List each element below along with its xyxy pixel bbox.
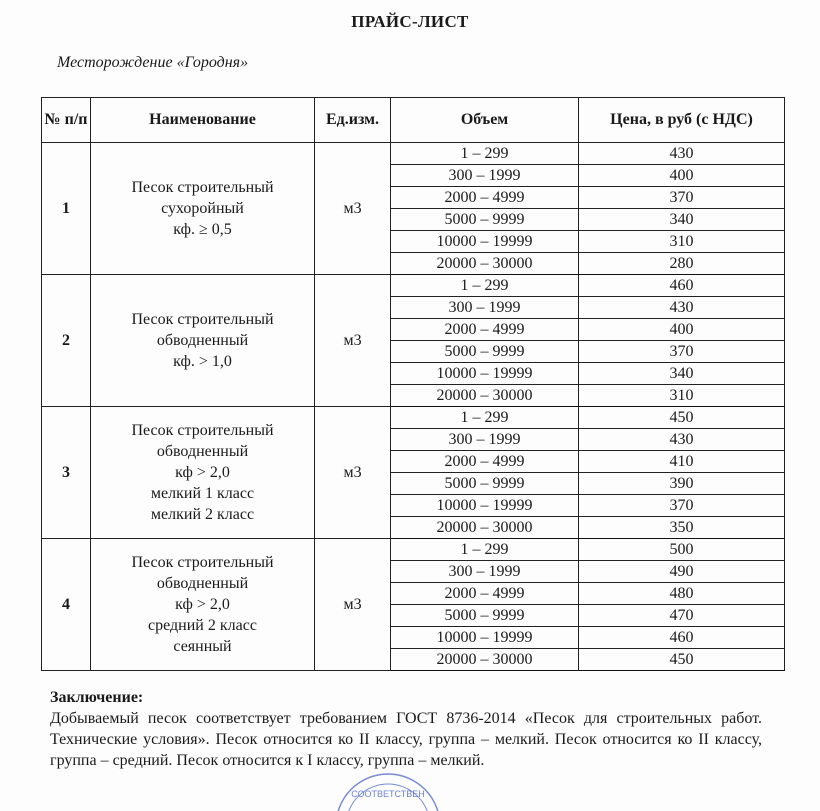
volume-cell: 10000 – 19999 — [391, 363, 579, 385]
price-cell: 470 — [579, 605, 785, 627]
header-name: Наименование — [91, 98, 315, 143]
price-table-body — [42, 143, 785, 671]
price-cell: 410 — [579, 451, 785, 473]
price-cell: 370 — [579, 187, 785, 209]
volume-cell: 2000 – 4999 — [391, 451, 579, 473]
row-number: 4 — [42, 539, 91, 671]
volume-cell: 2000 – 4999 — [391, 583, 579, 605]
row-number: 2 — [42, 275, 91, 407]
table-row — [42, 407, 785, 429]
volume-cell: 2000 – 4999 — [391, 187, 579, 209]
product-name-line: Песок строительный — [131, 179, 274, 196]
price-cell: 390 — [579, 473, 785, 495]
product-name-line: кф. > 1,0 — [173, 353, 232, 370]
price-cell: 370 — [579, 495, 785, 517]
product-name-line: Песок строительный — [131, 311, 274, 328]
conclusion-block — [50, 687, 762, 771]
price-cell: 340 — [579, 363, 785, 385]
row-number: 1 — [42, 143, 91, 275]
product-name-line: средний 2 класс — [148, 617, 257, 634]
price-cell: 310 — [579, 231, 785, 253]
volume-cell: 5000 – 9999 — [391, 341, 579, 363]
price-cell: 490 — [579, 561, 785, 583]
price-cell: 460 — [579, 627, 785, 649]
price-cell: 460 — [579, 275, 785, 297]
product-name-line: Песок строительный — [131, 422, 274, 439]
price-cell: 430 — [579, 297, 785, 319]
deposit-name: Месторождение «Городня» — [57, 54, 249, 71]
header-price: Цена, в руб (с НДС) — [579, 98, 785, 143]
unit-cell: м3 — [315, 275, 391, 407]
header-unit: Ед.изм. — [315, 98, 391, 143]
conclusion-heading: Заключение: — [50, 689, 144, 706]
product-name — [91, 143, 315, 275]
volume-cell: 10000 – 19999 — [391, 627, 579, 649]
price-cell: 400 — [579, 165, 785, 187]
volume-cell: 10000 – 19999 — [391, 231, 579, 253]
volume-cell: 10000 – 19999 — [391, 495, 579, 517]
price-cell: 450 — [579, 407, 785, 429]
volume-cell: 20000 – 30000 — [391, 385, 579, 407]
volume-cell: 300 – 1999 — [391, 297, 579, 319]
product-name — [91, 407, 315, 539]
table-row — [42, 275, 785, 297]
stamp-text: СООТВЕТСТВЕН — [351, 789, 425, 799]
volume-cell: 1 – 299 — [391, 143, 579, 165]
price-cell: 500 — [579, 539, 785, 561]
table-row — [42, 143, 785, 165]
product-name — [91, 275, 315, 407]
product-name-line: мелкий 1 класс — [150, 485, 255, 502]
product-name — [91, 539, 315, 671]
table-header-row — [42, 98, 785, 143]
product-name-line: Песок строительный — [131, 554, 274, 571]
volume-cell: 300 – 1999 — [391, 561, 579, 583]
product-name-line: кф. ≥ 0,5 — [173, 221, 232, 238]
product-name-line: сухоройный — [161, 200, 244, 217]
price-cell: 350 — [579, 517, 785, 539]
volume-cell: 2000 – 4999 — [391, 319, 579, 341]
header-num: № п/п — [42, 98, 91, 143]
price-cell: 280 — [579, 253, 785, 275]
price-cell: 480 — [579, 583, 785, 605]
product-name-line: сеянный — [173, 638, 232, 655]
header-volume: Объем — [391, 98, 579, 143]
price-cell: 340 — [579, 209, 785, 231]
unit-cell: м3 — [315, 143, 391, 275]
volume-cell: 20000 – 30000 — [391, 649, 579, 671]
price-cell: 450 — [579, 649, 785, 671]
volume-cell: 1 – 299 — [391, 275, 579, 297]
unit-cell: м3 — [315, 407, 391, 539]
product-name-line: кф > 2,0 — [175, 596, 230, 613]
volume-cell: 20000 – 30000 — [391, 253, 579, 275]
product-name-line: обводненный — [156, 443, 249, 460]
price-cell: 370 — [579, 341, 785, 363]
product-name-line: обводненный — [156, 575, 249, 592]
row-number: 3 — [42, 407, 91, 539]
volume-cell: 1 – 299 — [391, 539, 579, 561]
product-name-line: мелкий 2 класс — [150, 506, 255, 523]
volume-cell: 5000 – 9999 — [391, 605, 579, 627]
price-cell: 310 — [579, 385, 785, 407]
table-row — [42, 539, 785, 561]
volume-cell: 300 – 1999 — [391, 165, 579, 187]
document-title: ПРАЙС-ЛИСТ — [351, 12, 469, 31]
price-cell: 430 — [579, 143, 785, 165]
volume-cell: 5000 – 9999 — [391, 209, 579, 231]
price-cell: 430 — [579, 429, 785, 451]
product-name-line: обводненный — [156, 332, 249, 349]
volume-cell: 20000 – 30000 — [391, 517, 579, 539]
conclusion-text: Добываемый песок соответствует требованием ГОСТ 8736-2014 «Песок для строительных работ. Технические условия». Песок относится ко II классу, группа – мелкий. Песок относится ко II классу, группа – средний. Песок относится к I классу, группа – мелкий. — [50, 710, 762, 769]
stamp-seal — [333, 771, 443, 811]
price-table — [41, 97, 785, 671]
product-name-line: кф > 2,0 — [175, 464, 230, 481]
price-cell: 400 — [579, 319, 785, 341]
unit-cell: м3 — [315, 539, 391, 671]
volume-cell: 1 – 299 — [391, 407, 579, 429]
volume-cell: 5000 – 9999 — [391, 473, 579, 495]
volume-cell: 300 – 1999 — [391, 429, 579, 451]
